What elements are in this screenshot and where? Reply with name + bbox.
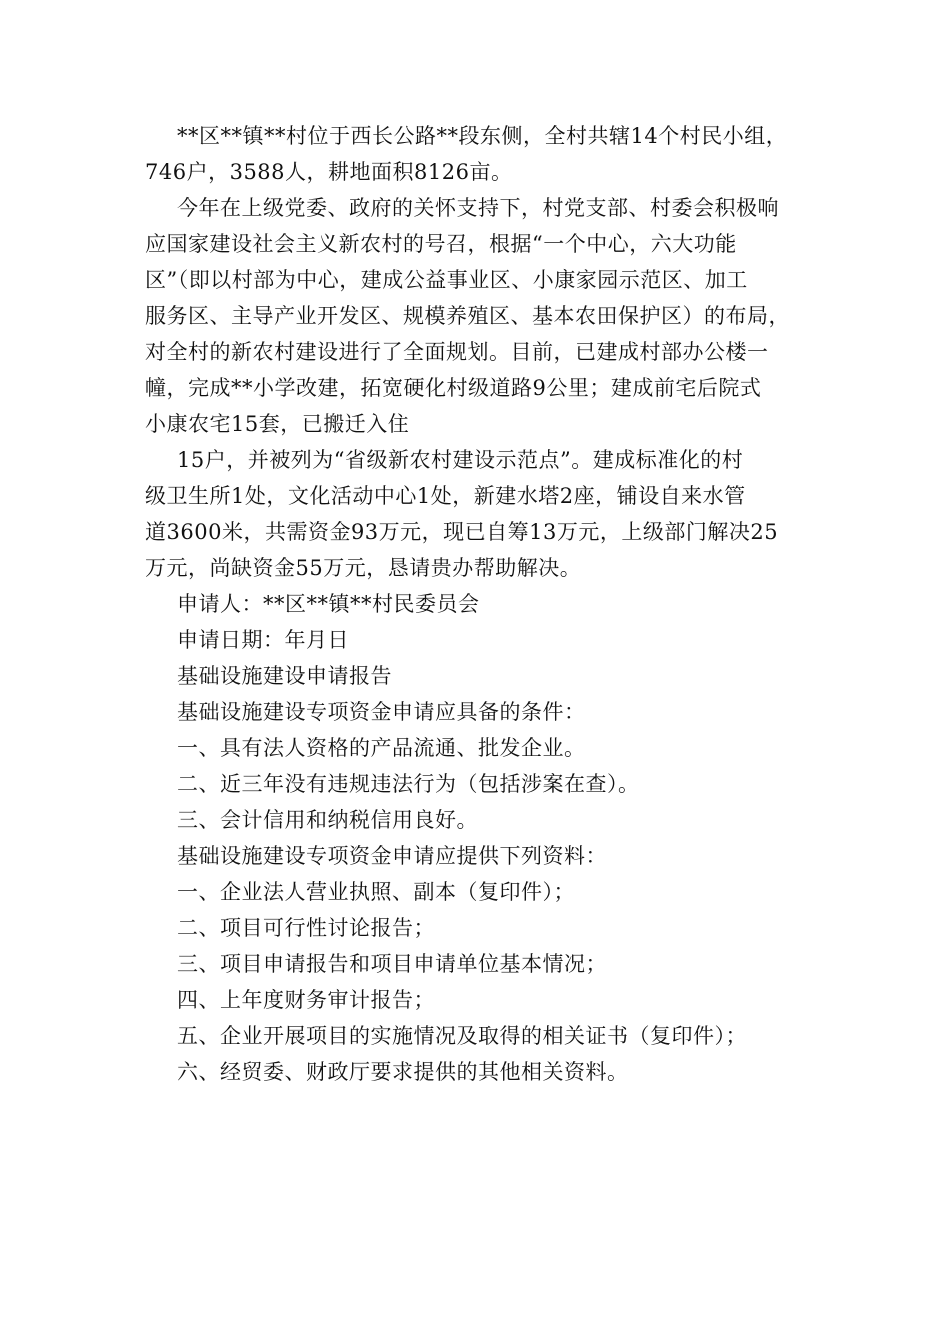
condition-item-3: 三、会计信用和纳税信用良好。 [177, 808, 478, 832]
conditions-heading: 基础设施建设专项资金申请应具备的条件： [177, 700, 586, 724]
paragraph-3-line-4: 万元，尚缺资金55万元，恳请贵办帮助解决。 [145, 556, 582, 580]
paragraph-2-line-3: 区”（即以村部为中心，建成公益事业区、小康家园示范区、加工 [145, 268, 748, 292]
paragraph-3-line-1: 15户，并被列为“省级新农村建设示范点”。建成标准化的村 [177, 448, 744, 472]
material-item-5: 五、企业开展项目的实施情况及取得的相关证书（复印件）； [177, 1024, 747, 1048]
paragraph-2-line-2: 应国家建设社会主义新农村的号召，根据“一个中心，六大功能 [145, 232, 737, 256]
paragraph-1-line-1: **区**镇**村位于西长公路**段东侧，全村共辖14个村民小组， [177, 124, 788, 148]
paragraph-2-line-6: 幢，完成**小学改建，拓宽硬化村级道路9公里；建成前宅后院式 [145, 376, 762, 400]
condition-item-1: 一、具有法人资格的产品流通、批发企业。 [177, 736, 586, 760]
condition-item-2: 二、近三年没有违规违法行为（包括涉案在查）。 [177, 772, 640, 796]
applicant-line: 申请人：**区**镇**村民委员会 [177, 592, 480, 616]
material-item-4: 四、上年度财务审计报告； [177, 988, 435, 1012]
material-item-3: 三、项目申请报告和项目申请单位基本情况； [177, 952, 607, 976]
application-date-line: 申请日期：年月日 [177, 628, 349, 652]
paragraph-2-line-4: 服务区、主导产业开发区、规模养殖区、基本农田保护区）的布局， [145, 304, 790, 328]
paragraph-3-line-3: 道3600米，共需资金93万元，现已自筹13万元，上级部门解决25 [145, 520, 779, 544]
report-title: 基础设施建设申请报告 [177, 664, 392, 688]
material-item-1: 一、企业法人营业执照、副本（复印件）； [177, 880, 575, 904]
paragraph-1-line-2: 746户，3588人，耕地面积8126亩。 [145, 160, 513, 184]
document-body [145, 118, 810, 1090]
material-item-6: 六、经贸委、财政厅要求提供的其他相关资料。 [177, 1060, 629, 1084]
paragraph-2-line-1: 今年在上级党委、政府的关怀支持下，村党支部、村委会积极响 [177, 196, 779, 220]
paragraph-2-line-7: 小康农宅15套，已搬迁入住 [145, 412, 410, 436]
paragraph-3-line-2: 级卫生所1处，文化活动中心1处，新建水塔2座，铺设自来水管 [145, 484, 746, 508]
materials-heading: 基础设施建设专项资金申请应提供下列资料： [177, 844, 607, 868]
paragraph-2-line-5: 对全村的新农村建设进行了全面规划。目前，已建成村部办公楼一 [145, 340, 769, 364]
material-item-2: 二、项目可行性讨论报告； [177, 916, 435, 940]
